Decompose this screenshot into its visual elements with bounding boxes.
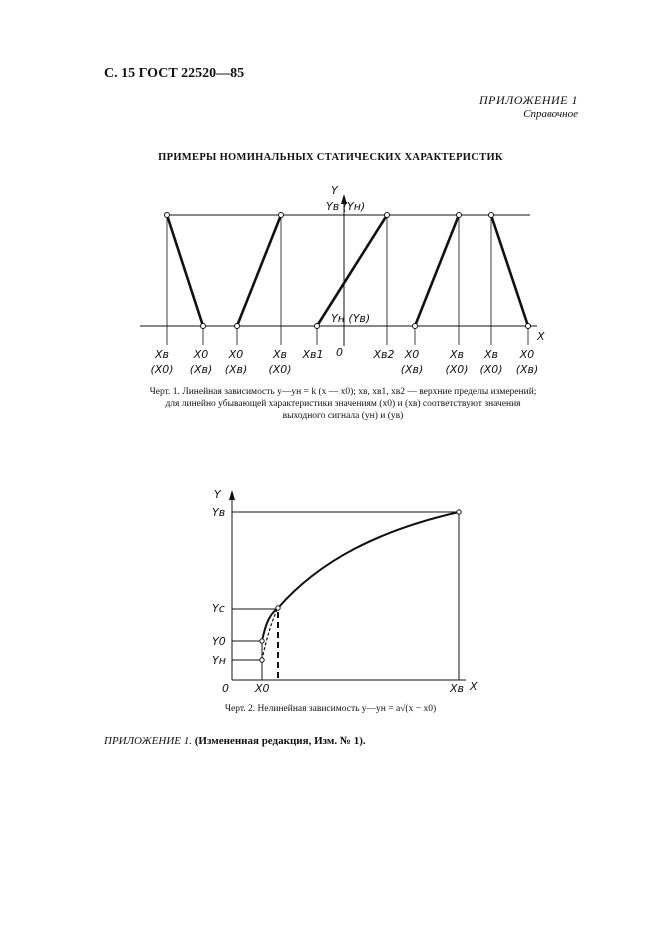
- y-top-label: Yв (Yн): [326, 200, 366, 213]
- x-tick-label: Xв: [449, 348, 465, 361]
- figure-2-caption: Черт. 2. Нелинейная зависимость y—yн = a√(x − x0): [224, 704, 437, 714]
- x-label-x0: X0: [255, 682, 270, 695]
- footer-appendix-ref: ПРИЛОЖЕНИЕ 1.: [104, 735, 192, 747]
- x-tick-label: X0: [228, 348, 244, 361]
- page-header: С. 15 ГОСТ 22520—85: [104, 66, 245, 81]
- point-marker: [260, 639, 264, 643]
- y-label-yh: Yн: [212, 654, 226, 667]
- x-label-xb: Xв: [450, 682, 465, 695]
- x-axis-label-fig2: X: [470, 680, 478, 693]
- y-axis-label-fig1: Y: [331, 184, 338, 197]
- point-marker: [260, 658, 264, 662]
- point-marker: [276, 606, 280, 610]
- x-tick-label: X0: [193, 348, 209, 361]
- origin-label-fig1: 0: [336, 346, 343, 359]
- x-tick-alt-label: (Xв): [515, 363, 539, 376]
- x-tick-alt-label: (Xв): [224, 363, 248, 376]
- x-tick-label: X0: [404, 348, 420, 361]
- x-tick-label: Xв: [483, 348, 499, 361]
- y-label-y0: Y0: [212, 635, 226, 648]
- footer-note: [104, 735, 366, 747]
- y-bottom-label: Yн (Yв): [331, 312, 371, 325]
- x-tick-alt-label: (Xв): [189, 363, 213, 376]
- y-axis-arrow-fig2: [229, 490, 235, 500]
- caption-line: Черт. 1. Линейная зависимость y—yн = k (x — x0); xв, xв1, xв2 — верхние пределы измерений;: [149, 387, 537, 397]
- caption-line: выходного сигнала (yн) и (yв): [282, 411, 404, 421]
- nonlinear-curve: [262, 512, 459, 641]
- x-tick-alt-label: (X0): [479, 363, 503, 376]
- x-tick-alt-label: (Xв): [400, 363, 424, 376]
- footer-revision: (Измененная редакция, Изм. № 1).: [194, 735, 366, 747]
- y-label-yc: Yc: [212, 602, 225, 615]
- x-tick-label: Xв: [272, 348, 288, 361]
- page-title: ПРИМЕРЫ НОМИНАЛЬНЫХ СТАТИЧЕСКИХ ХАРАКТЕРИСТИК: [158, 152, 503, 163]
- origin-label-fig2: 0: [222, 682, 229, 695]
- y-axis-label-fig2: Y: [214, 488, 221, 501]
- x-axis-label-fig1: X: [537, 330, 545, 343]
- point-marker: [457, 510, 461, 514]
- y-label-yb: Yв: [212, 506, 226, 519]
- x-tick-alt-label: (X0): [268, 363, 292, 376]
- x-tick-label: Xв: [154, 348, 170, 361]
- x-tick-alt-label: (X0): [445, 363, 469, 376]
- x-tick-alt-label: (X0): [150, 363, 174, 376]
- appendix-note: Справочное: [523, 108, 578, 120]
- caption-line: для линейно убывающей характеристики значениям (x0) и (xв) соответствуют значения: [165, 399, 521, 409]
- x-tick-label: Xв2: [373, 348, 395, 361]
- x-tick-label: Xв1: [302, 348, 324, 361]
- appendix-label: ПРИЛОЖЕНИЕ 1: [479, 93, 578, 107]
- x-tick-label: X0: [519, 348, 535, 361]
